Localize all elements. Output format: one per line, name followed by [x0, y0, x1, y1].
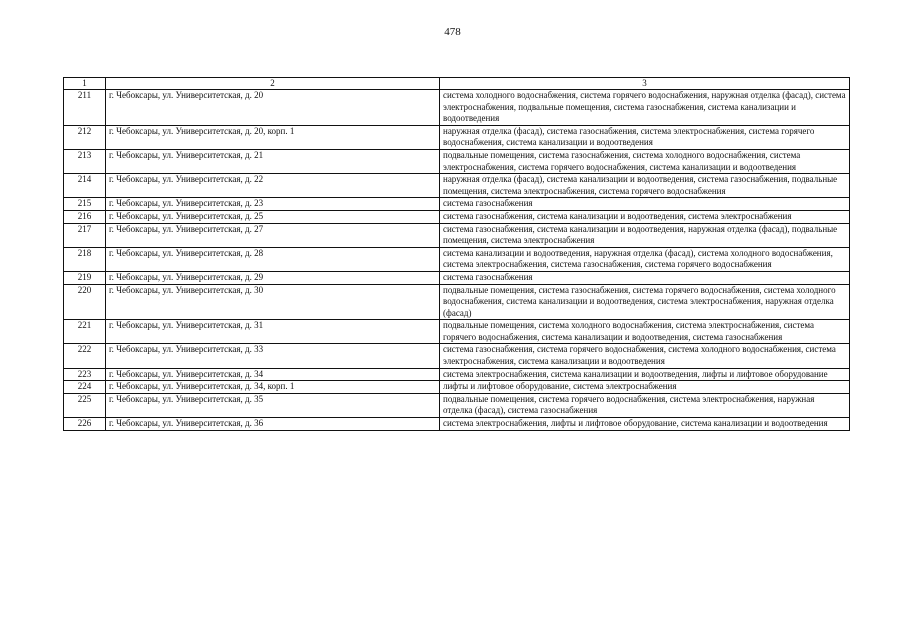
table-row: [64, 125, 850, 149]
table-row: [64, 368, 850, 381]
table-row: [64, 320, 850, 344]
table-row: [64, 149, 850, 173]
table-row: [64, 271, 850, 284]
row-number: 223: [64, 368, 106, 381]
table-row: [64, 210, 850, 223]
row-systems: система газоснабжения: [440, 198, 850, 211]
row-number: 222: [64, 344, 106, 368]
row-address: г. Чебоксары, ул. Университетская, д. 28: [106, 247, 440, 271]
row-systems: лифты и лифтовое оборудование, система электроснабжения: [440, 381, 850, 394]
row-systems: система газоснабжения: [440, 271, 850, 284]
row-systems: система электроснабжения, система канализации и водоотведения, лифты и лифтовое оборудование: [440, 368, 850, 381]
row-number: 215: [64, 198, 106, 211]
row-number: 216: [64, 210, 106, 223]
row-systems: система газоснабжения, система канализации и водоотведения, система электроснабжения: [440, 210, 850, 223]
row-address: г. Чебоксары, ул. Университетская, д. 29: [106, 271, 440, 284]
header-col-systems: 3: [440, 78, 850, 90]
row-number: 225: [64, 393, 106, 417]
table-row: [64, 393, 850, 417]
row-systems: подвальные помещения, система горячего водоснабжения, система электроснабжения, наружная отделка (фасад), система газоснабжения: [440, 393, 850, 417]
row-address: г. Чебоксары, ул. Университетская, д. 25: [106, 210, 440, 223]
row-number: 212: [64, 125, 106, 149]
buildings-table: [63, 77, 850, 431]
row-address: г. Чебоксары, ул. Университетская, д. 20: [106, 90, 440, 126]
row-number: 219: [64, 271, 106, 284]
table-row: [64, 344, 850, 368]
row-systems: наружная отделка (фасад), система канализации и водоотведения, система газоснабжения, подвальные помещения, система электроснабжения, система горячего водоснабжения: [440, 174, 850, 198]
row-number: 221: [64, 320, 106, 344]
row-systems: подвальные помещения, система газоснабжения, система горячего водоснабжения, система холодного водоснабжения, система канализации и водоотведения, система электроснабжения, наружная отделка (фасад): [440, 284, 850, 320]
row-systems: система электроснабжения, лифты и лифтовое оборудование, система канализации и водоотведения: [440, 418, 850, 431]
row-address: г. Чебоксары, ул. Университетская, д. 34, корп. 1: [106, 381, 440, 394]
row-address: г. Чебоксары, ул. Университетская, д. 35: [106, 393, 440, 417]
row-address: г. Чебоксары, ул. Университетская, д. 23: [106, 198, 440, 211]
row-address: г. Чебоксары, ул. Университетская, д. 36: [106, 418, 440, 431]
row-address: г. Чебоксары, ул. Университетская, д. 30: [106, 284, 440, 320]
header-col-address: 2: [106, 78, 440, 90]
header-col-number: 1: [64, 78, 106, 90]
table-header-row: [64, 78, 850, 90]
row-address: г. Чебоксары, ул. Университетская, д. 27: [106, 223, 440, 247]
row-address: г. Чебоксары, ул. Университетская, д. 34: [106, 368, 440, 381]
row-address: г. Чебоксары, ул. Университетская, д. 33: [106, 344, 440, 368]
row-number: 213: [64, 149, 106, 173]
row-number: 226: [64, 418, 106, 431]
row-systems: система канализации и водоотведения, наружная отделка (фасад), система холодного водоснабжения, система электроснабжения, система газоснабжения, система горячего водоснабжения: [440, 247, 850, 271]
row-address: г. Чебоксары, ул. Университетская, д. 22: [106, 174, 440, 198]
table-row: [64, 90, 850, 126]
row-systems: система газоснабжения, система канализации и водоотведения, наружная отделка (фасад), подвальные помещения, система электроснабжения: [440, 223, 850, 247]
table-row: [64, 223, 850, 247]
row-number: 220: [64, 284, 106, 320]
row-number: 211: [64, 90, 106, 126]
table-row: [64, 381, 850, 394]
table-row: [64, 284, 850, 320]
row-systems: система холодного водоснабжения, система горячего водоснабжения, наружная отделка (фасад), система электроснабжения, подвальные помещения, система газоснабжения, система канализации и водоотведения: [440, 90, 850, 126]
row-address: г. Чебоксары, ул. Университетская, д. 20, корп. 1: [106, 125, 440, 149]
table-row: [64, 198, 850, 211]
page-number: 478: [444, 26, 461, 38]
row-number: 217: [64, 223, 106, 247]
row-number: 214: [64, 174, 106, 198]
row-systems: система газоснабжения, система горячего водоснабжения, система холодного водоснабжения, система электроснабжения, система канализации и водоотведения: [440, 344, 850, 368]
row-systems: подвальные помещения, система холодного водоснабжения, система электроснабжения, система горячего водоснабжения, система канализации и водоотведения, система газоснабжения: [440, 320, 850, 344]
table-row: [64, 418, 850, 431]
table-row: [64, 174, 850, 198]
row-number: 218: [64, 247, 106, 271]
row-number: 224: [64, 381, 106, 394]
row-address: г. Чебоксары, ул. Университетская, д. 21: [106, 149, 440, 173]
row-address: г. Чебоксары, ул. Университетская, д. 31: [106, 320, 440, 344]
row-systems: подвальные помещения, система газоснабжения, система холодного водоснабжения, система электроснабжения, система горячего водоснабжения, система канализации и водоотведения: [440, 149, 850, 173]
row-systems: наружная отделка (фасад), система газоснабжения, система электроснабжения, система горячего водоснабжения, система канализации и водоотведения: [440, 125, 850, 149]
table-row: [64, 247, 850, 271]
